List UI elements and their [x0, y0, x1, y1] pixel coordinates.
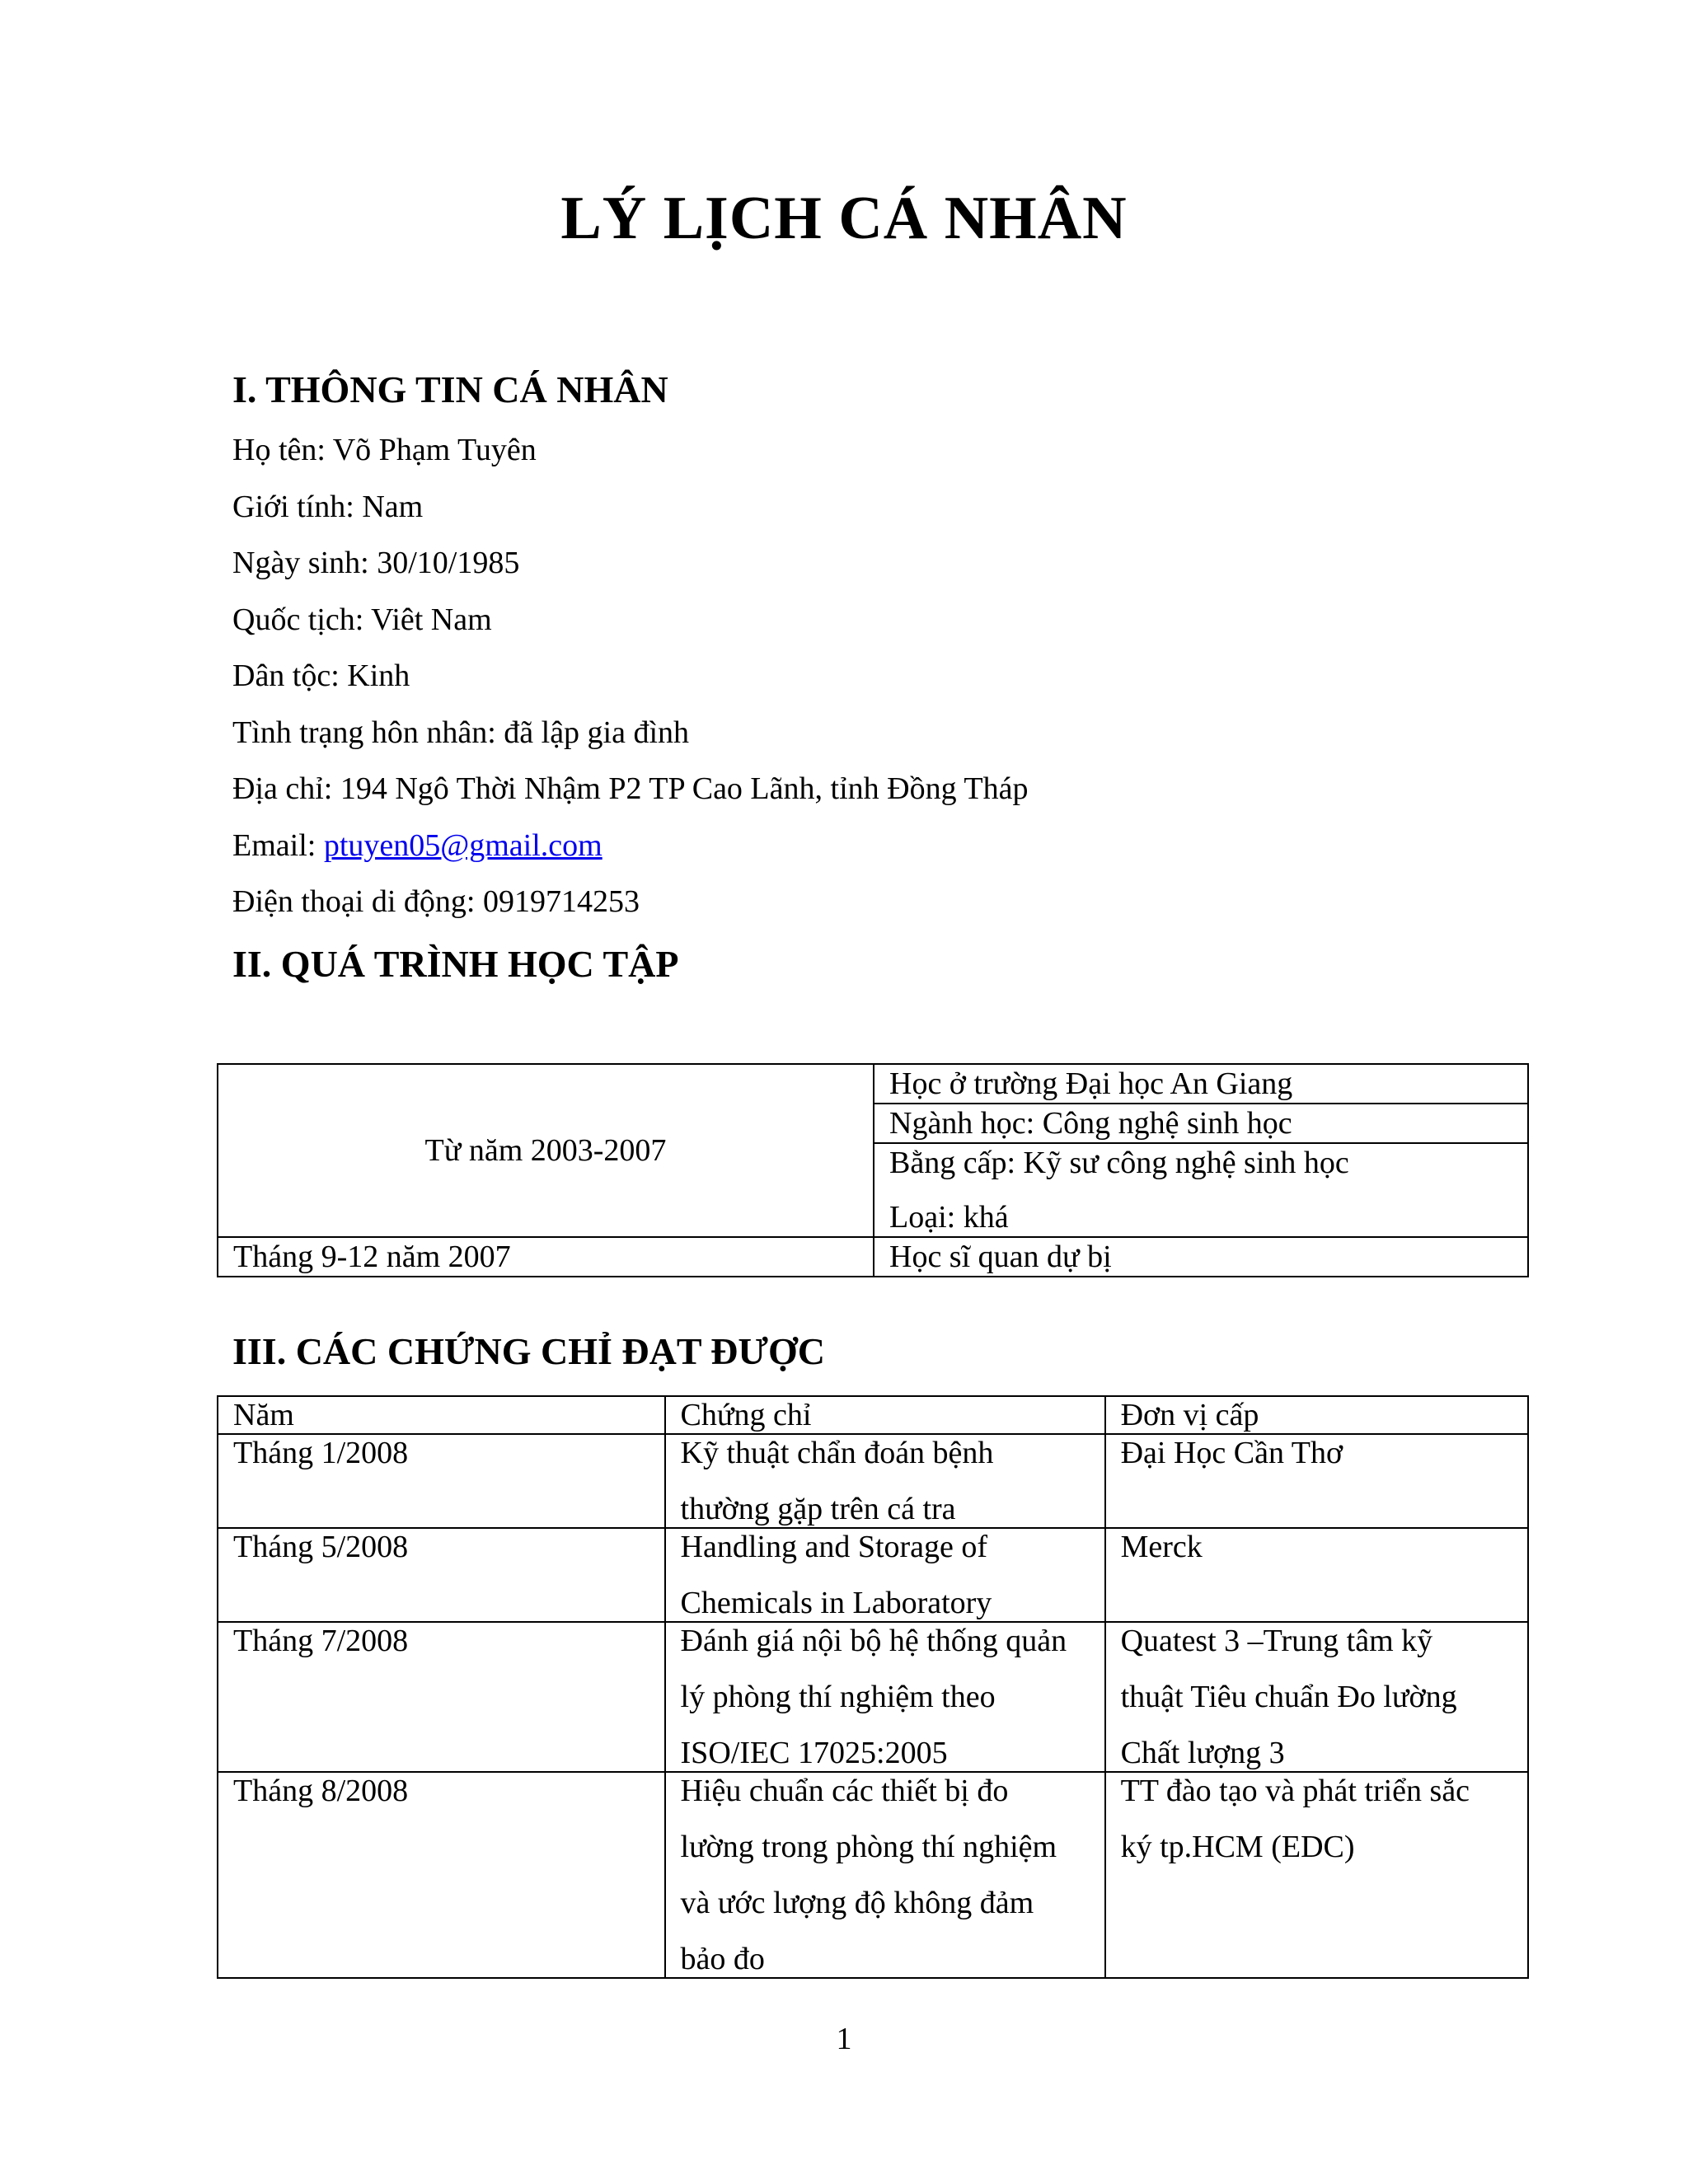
- cert-name-line: lường trong phòng thí nghiệm: [680, 1830, 1057, 1864]
- cert-issuer-line: Đại Học Cần Thơ: [1120, 1436, 1343, 1470]
- cert-name-line: và ước lượng độ không đảm: [680, 1886, 1034, 1920]
- table-row: [218, 1434, 1528, 1528]
- cert-name-line: thường gặp trên cá tra: [680, 1492, 956, 1526]
- cert-issuer-line: Quatest 3 –Trung tâm kỹ: [1120, 1624, 1433, 1658]
- cert-name-cell: [665, 1622, 1105, 1772]
- info-phone: Điện thoại di động: 0919714253: [232, 884, 640, 919]
- table-row: [218, 1772, 1528, 1978]
- email-link[interactable]: ptuyen05@gmail.com: [323, 828, 603, 863]
- cert-name-line: Chemicals in Laboratory: [680, 1586, 992, 1620]
- section-heading-education: II. QUÁ TRÌNH HỌC TẬP: [232, 943, 679, 985]
- column-header-year: Năm: [218, 1396, 665, 1434]
- education-period-cell-2: Tháng 9-12 năm 2007: [218, 1237, 874, 1277]
- page-number: 1: [836, 2022, 852, 2056]
- cert-name-cell: [665, 1528, 1105, 1622]
- info-address: Địa chỉ: 194 Ngô Thời Nhậm P2 TP Cao Lãnh, tỉnh Đồng Tháp: [232, 771, 1029, 806]
- info-marital-status: Tình trạng hôn nhân: đã lập gia đình: [232, 715, 690, 750]
- education-degree-cell: [874, 1143, 1528, 1237]
- document-title: LÝ LỊCH CÁ NHÂN: [560, 185, 1128, 252]
- education-major-cell: Ngành học: Công nghệ sinh học: [874, 1104, 1528, 1143]
- cert-name-line: ISO/IEC 17025:2005: [680, 1736, 948, 1770]
- cert-year-cell: Tháng 1/2008: [218, 1434, 665, 1528]
- cert-name-line: Handling and Storage of: [680, 1530, 988, 1564]
- email-label: Email:: [232, 828, 324, 863]
- education-detail-cell: Học sĩ quan dự bị: [874, 1237, 1528, 1277]
- info-name: Họ tên: Võ Phạm Tuyên: [232, 433, 537, 467]
- cert-name-line: Kỹ thuật chẩn đoán bệnh: [680, 1436, 994, 1470]
- education-degree-text: Bằng cấp: Kỹ sư công nghệ sinh học: [889, 1146, 1349, 1180]
- cert-issuer-line: ký tp.HCM (EDC): [1120, 1830, 1355, 1864]
- table-row: [218, 1064, 1528, 1104]
- cert-year-cell: Tháng 8/2008: [218, 1772, 665, 1978]
- section-heading-certificates: III. CÁC CHỨNG CHỈ ĐẠT ĐƯỢC: [232, 1330, 825, 1372]
- certificates-table: [217, 1395, 1529, 1979]
- section-heading-personal-info: I. THÔNG TIN CÁ NHÂN: [232, 368, 668, 410]
- cert-issuer-cell: [1105, 1772, 1528, 1978]
- education-school-cell: Học ở trường Đại học An Giang: [874, 1064, 1528, 1104]
- column-header-issuer: Đơn vị cấp: [1105, 1396, 1528, 1434]
- cert-name-cell: [665, 1772, 1105, 1978]
- info-dob: Ngày sinh: 30/10/1985: [232, 546, 520, 580]
- education-rank-text: Loại: khá: [889, 1200, 1009, 1235]
- education-table: [217, 1063, 1529, 1277]
- cert-issuer-cell: [1105, 1434, 1528, 1528]
- cert-year-cell: Tháng 5/2008: [218, 1528, 665, 1622]
- cert-issuer-cell: [1105, 1528, 1528, 1622]
- info-email: [232, 830, 603, 861]
- table-row: [218, 1528, 1528, 1622]
- info-nationality: Quốc tịch: Viêt Nam: [232, 602, 492, 637]
- education-period-cell: Từ năm 2003-2007: [218, 1064, 874, 1237]
- cert-issuer-line: TT đào tạo và phát triển sắc: [1120, 1774, 1470, 1808]
- cert-issuer-line: Chất lượng 3: [1120, 1736, 1285, 1770]
- cert-issuer-cell: [1105, 1622, 1528, 1772]
- info-gender: Giới tính: Nam: [232, 490, 424, 524]
- cert-name-line: Hiệu chuẩn các thiết bị đo: [680, 1774, 1009, 1808]
- table-header-row: [218, 1396, 1528, 1434]
- cert-name-line: lý phòng thí nghiệm theo: [680, 1680, 996, 1714]
- cert-name-cell: [665, 1434, 1105, 1528]
- cert-name-line: Đánh giá nội bộ hệ thống quản: [680, 1624, 1067, 1658]
- info-ethnicity: Dân tộc: Kinh: [232, 658, 410, 693]
- cert-name-line: bảo đo: [680, 1942, 765, 1976]
- cert-year-cell: Tháng 7/2008: [218, 1622, 665, 1772]
- cert-issuer-line: Merck: [1120, 1530, 1203, 1564]
- table-row: [218, 1237, 1528, 1277]
- column-header-certificate: Chứng chỉ: [665, 1396, 1105, 1434]
- cert-issuer-line: thuật Tiêu chuẩn Đo lường: [1120, 1680, 1457, 1714]
- table-row: [218, 1622, 1528, 1772]
